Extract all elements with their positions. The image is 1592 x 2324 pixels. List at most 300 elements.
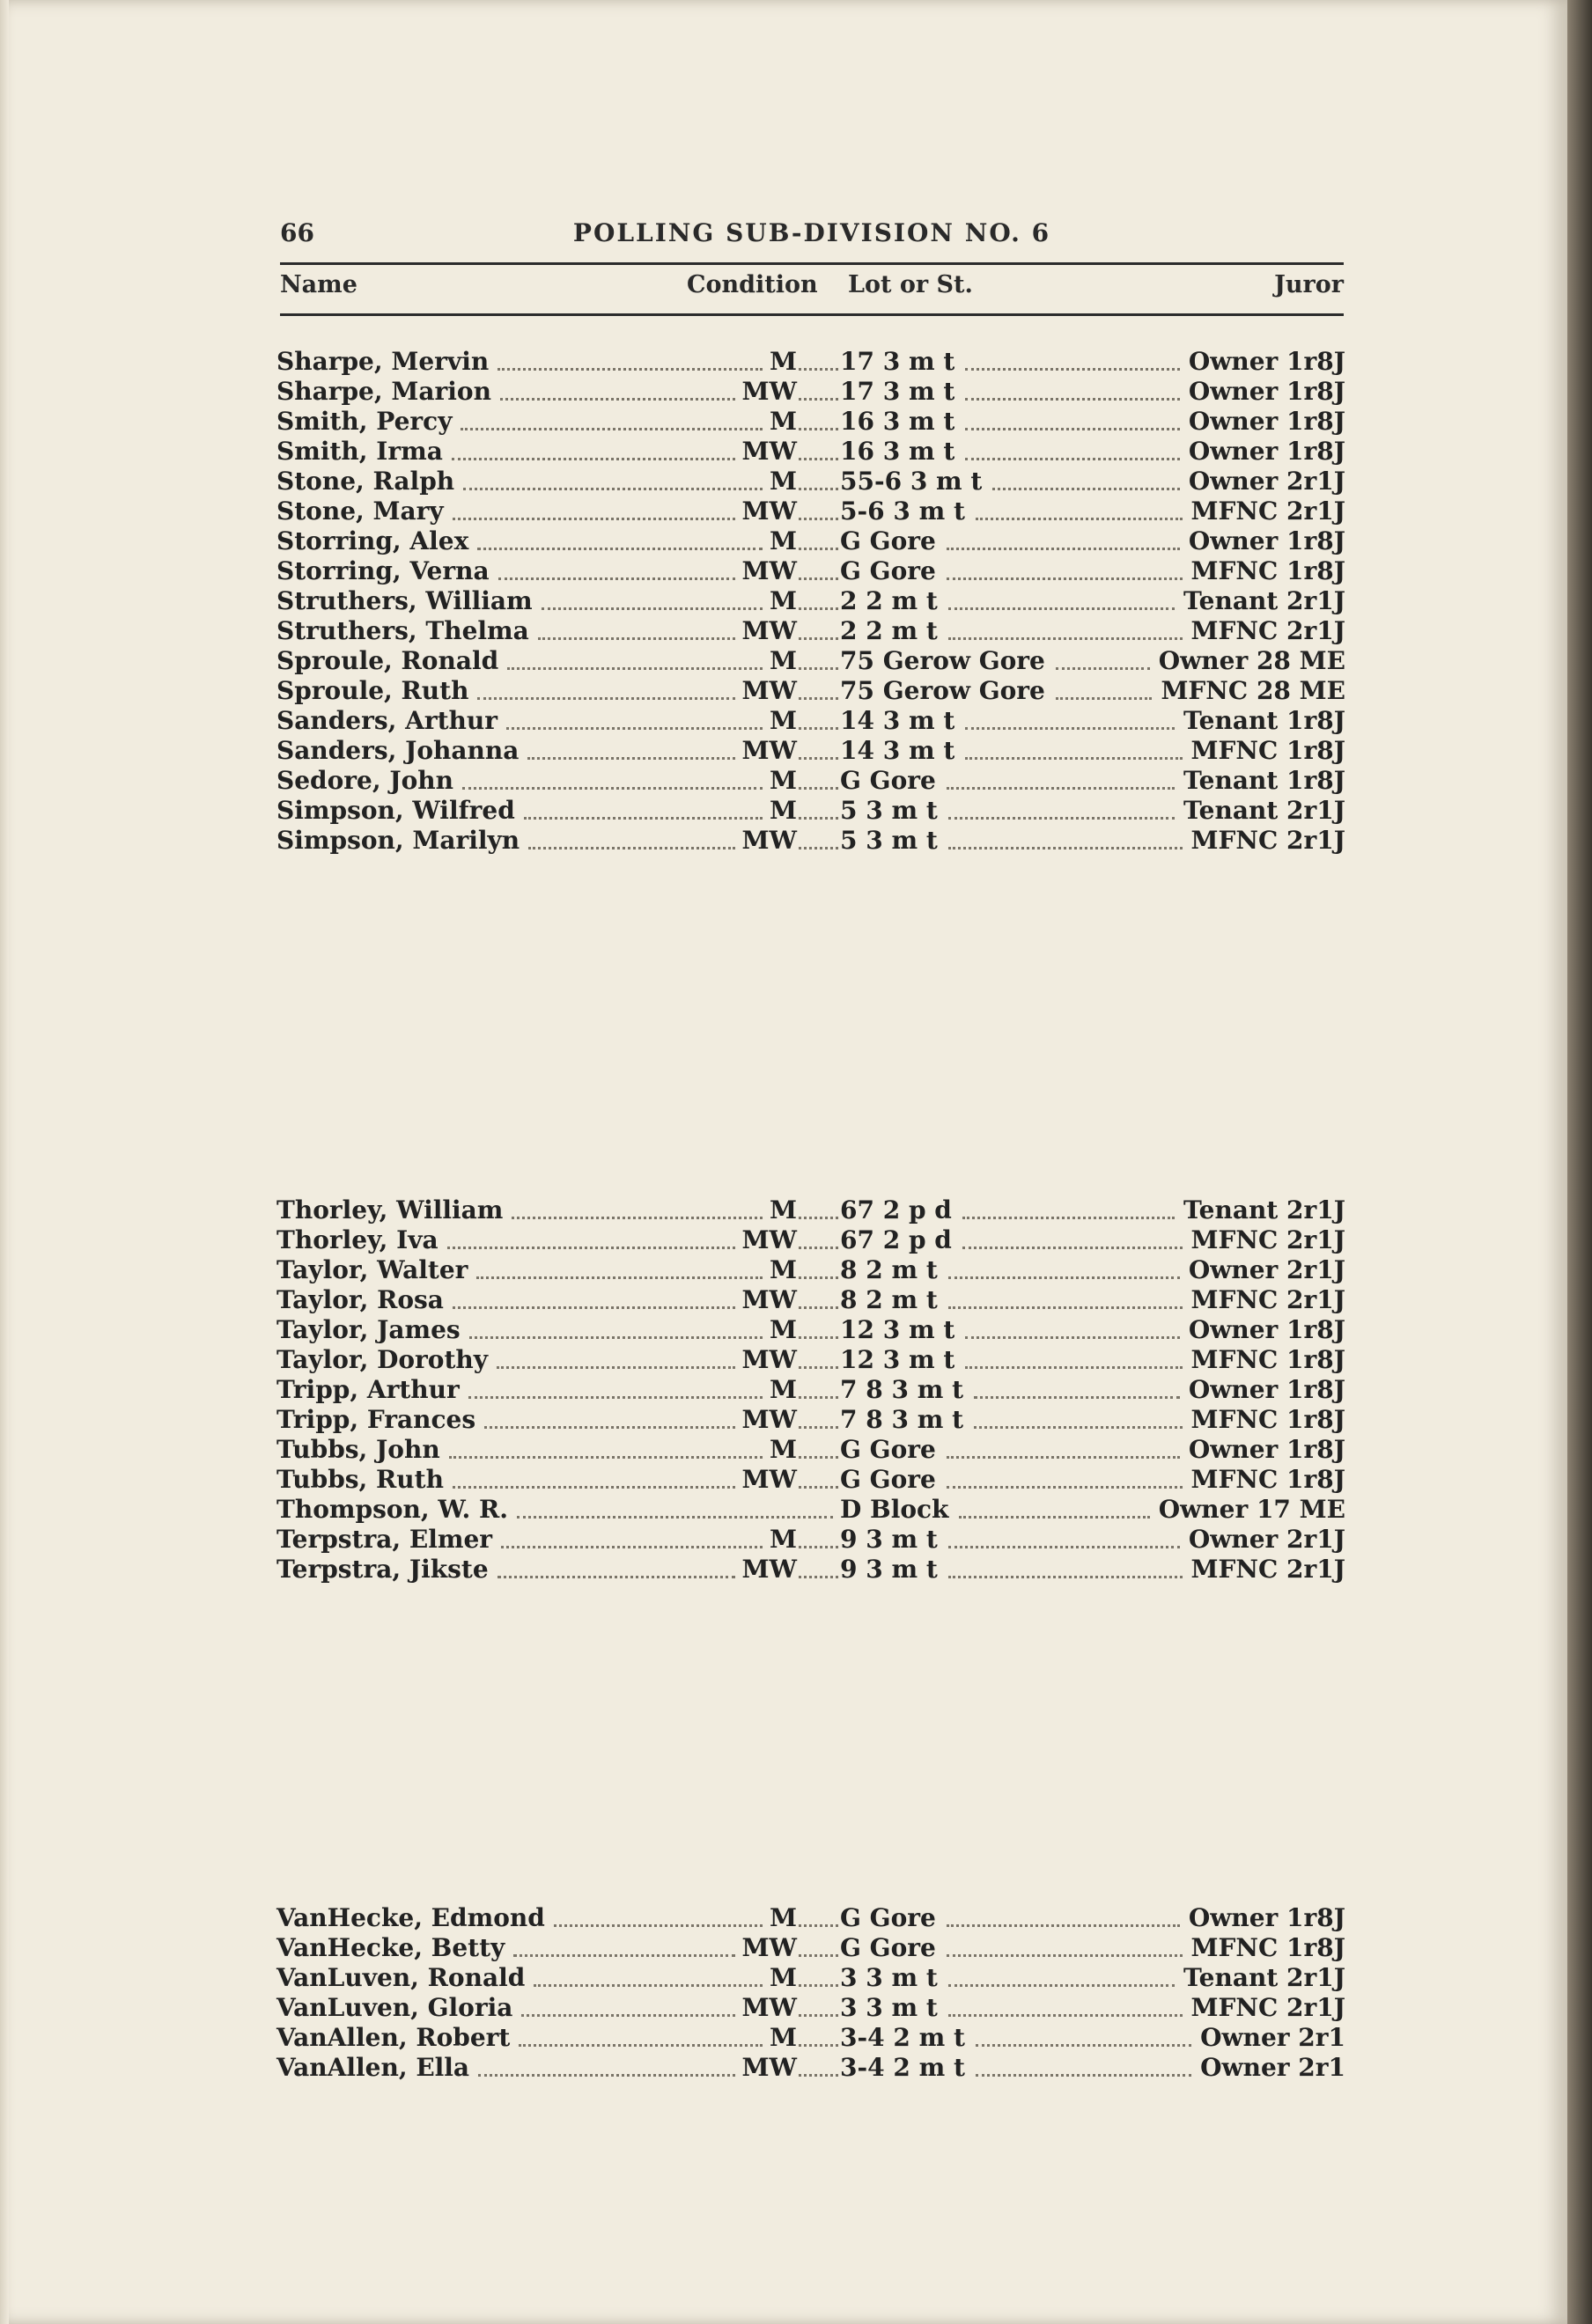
voter-condition: M: [770, 706, 797, 735]
voter-lot: 67 2 p d: [840, 1195, 952, 1225]
voter-row: [276, 1375, 1345, 1405]
dot-leader: [468, 1396, 763, 1399]
dot-leader: [965, 458, 1180, 460]
dot-leader: [498, 1576, 735, 1578]
voter-condition: M: [770, 526, 797, 555]
dot-leader: [542, 607, 763, 610]
voter-lot: 9 3 m t: [840, 1555, 938, 1584]
voter-condition: MW: [741, 1285, 797, 1314]
voter-condition: M: [770, 1375, 797, 1404]
dot-leader: [799, 817, 838, 820]
voter-lot: 12 3 m t: [840, 1315, 955, 1344]
page-header: [280, 218, 1344, 254]
dot-leader: [976, 518, 1183, 520]
voter-juror: Owner 2r1: [1200, 2023, 1345, 2052]
voter-condition: MW: [741, 1993, 797, 2022]
dot-leader: [948, 817, 1175, 820]
voter-juror: MFNC 1r8J: [1190, 1345, 1345, 1374]
voter-row: [276, 556, 1345, 586]
dot-leader: [947, 548, 1180, 550]
dot-leader: [799, 577, 838, 580]
dot-leader: [1056, 667, 1150, 670]
dot-leader: [799, 1984, 838, 1987]
voter-name: Thorley, William: [276, 1195, 504, 1225]
voter-juror: Owner 1r8J: [1188, 1903, 1345, 1932]
voter-condition: M: [770, 1525, 797, 1554]
voter-name: VanLuven, Gloria: [276, 1993, 513, 2022]
voter-row: [276, 1255, 1345, 1285]
voter-lot: 75 Gerow Gore: [840, 646, 1045, 675]
book-spine: [1567, 0, 1592, 2324]
entry-section-t: [276, 1195, 1345, 1585]
voter-name: Thompson, W. R.: [276, 1495, 508, 1524]
column-header-condition: Condition: [687, 271, 818, 298]
voter-lot: 5-6 3 m t: [840, 496, 965, 526]
voter-row: [276, 676, 1345, 706]
voter-lot: 17 3 m t: [840, 347, 955, 376]
dot-leader: [948, 847, 1183, 849]
voter-row: [276, 1435, 1345, 1465]
voter-juror: MFNC 1r8J: [1190, 1465, 1345, 1494]
dot-leader: [799, 637, 838, 640]
dot-leader: [965, 398, 1180, 401]
voter-name: Struthers, William: [276, 586, 533, 615]
dot-leader: [799, 488, 838, 490]
dot-leader: [799, 1396, 838, 1399]
voter-name: Smith, Irma: [276, 437, 443, 466]
voter-name: Thorley, Iva: [276, 1225, 439, 1254]
dot-leader: [799, 1486, 838, 1489]
voter-name: Tripp, Arthur: [276, 1375, 460, 1404]
dot-leader: [453, 1306, 735, 1309]
voter-row: [276, 1555, 1345, 1585]
dot-leader: [799, 1336, 838, 1339]
dot-leader: [799, 518, 838, 520]
voter-name: VanAllen, Ella: [276, 2053, 470, 2082]
voter-lot: 12 3 m t: [840, 1345, 955, 1374]
voter-name: VanAllen, Robert: [276, 2023, 511, 2052]
voter-condition: M: [770, 796, 797, 825]
dot-leader: [799, 1276, 838, 1279]
voter-juror: MFNC 28 ME: [1161, 676, 1345, 705]
voter-lot: G Gore: [840, 766, 936, 795]
dot-leader: [965, 757, 1182, 760]
voter-row: [276, 796, 1345, 826]
dot-leader: [498, 368, 763, 371]
voter-juror: Tenant 2r1J: [1183, 586, 1345, 615]
voter-condition: MW: [741, 676, 797, 705]
voter-row: [276, 826, 1345, 856]
dot-leader: [500, 398, 735, 401]
voter-name: Sharpe, Mervin: [276, 347, 490, 376]
voter-lot: 3 3 m t: [840, 1993, 938, 2022]
voter-lot: D Block: [840, 1495, 949, 1524]
voter-lot: 5 3 m t: [840, 826, 938, 855]
voter-row: [276, 377, 1345, 407]
voter-lot: 7 8 3 m t: [840, 1405, 963, 1434]
voter-juror: Owner 2r1J: [1188, 1255, 1345, 1284]
voter-lot: 2 2 m t: [840, 616, 938, 645]
voter-name: Terpstra, Elmer: [276, 1525, 493, 1554]
dot-leader: [799, 458, 838, 460]
voter-lot: 14 3 m t: [840, 706, 955, 735]
voter-name: Stone, Ralph: [276, 467, 455, 496]
dot-leader: [948, 1276, 1180, 1279]
dot-leader: [452, 458, 735, 460]
dot-leader: [799, 428, 838, 430]
voter-row: [276, 616, 1345, 646]
voter-condition: M: [770, 1903, 797, 1932]
voter-condition: M: [770, 347, 797, 376]
voter-condition: MW: [741, 1465, 797, 1494]
dot-leader: [538, 637, 735, 640]
dot-leader: [453, 1486, 735, 1489]
voter-row: [276, 1405, 1345, 1435]
voter-juror: MFNC 2r1J: [1190, 1225, 1345, 1254]
dot-leader: [453, 518, 735, 520]
voter-name: Tubbs, John: [276, 1435, 440, 1464]
dot-leader: [976, 2074, 1191, 2077]
voter-row: [276, 766, 1345, 796]
dot-leader: [965, 1366, 1182, 1369]
dot-leader: [948, 1984, 1175, 1987]
voter-condition: MW: [741, 1405, 797, 1434]
voter-row: [276, 1903, 1345, 1933]
voter-juror: MFNC 1r8J: [1190, 1933, 1345, 1962]
voter-condition: M: [770, 407, 797, 436]
voter-name: Sanders, Arthur: [276, 706, 498, 735]
voter-row: [276, 526, 1345, 556]
dot-leader: [524, 817, 763, 820]
dot-leader: [477, 548, 763, 550]
voter-lot: G Gore: [840, 526, 936, 555]
dot-leader: [498, 577, 735, 580]
dot-leader: [528, 847, 734, 849]
dot-leader: [463, 488, 763, 490]
dot-leader: [948, 1546, 1180, 1548]
page-title: POLLING SUB-DIVISION NO. 6: [572, 218, 1051, 247]
voter-name: Struthers, Thelma: [276, 616, 529, 645]
voter-condition: M: [770, 2023, 797, 2052]
voter-name: VanHecke, Edmond: [276, 1903, 545, 1932]
header-rule-top: [280, 262, 1344, 265]
voter-juror: Tenant 2r1J: [1183, 796, 1345, 825]
voter-lot: G Gore: [840, 1903, 936, 1932]
dot-leader: [959, 1516, 1149, 1519]
dot-leader: [447, 1247, 735, 1249]
dot-leader: [799, 1456, 838, 1459]
dot-leader: [799, 1366, 838, 1369]
dot-leader: [484, 1426, 734, 1429]
voter-row: [276, 1993, 1345, 2023]
dot-leader: [974, 1426, 1183, 1429]
dot-leader: [799, 1924, 838, 1927]
voter-row: [276, 1525, 1345, 1555]
voter-name: Sedore, John: [276, 766, 453, 795]
column-header-lot: Lot or St.: [848, 271, 973, 298]
dot-leader: [962, 1217, 1175, 1219]
dot-leader: [799, 1217, 838, 1219]
dot-leader: [799, 1546, 838, 1548]
voter-condition: M: [770, 1195, 797, 1225]
dot-leader: [965, 368, 1180, 371]
dot-leader: [517, 1516, 833, 1519]
voter-lot: 75 Gerow Gore: [840, 676, 1045, 705]
voter-lot: 8 2 m t: [840, 1255, 938, 1284]
voter-condition: M: [770, 1255, 797, 1284]
voter-condition: MW: [741, 556, 797, 585]
voter-juror: Owner 1r8J: [1188, 1375, 1345, 1404]
voter-row: [276, 1285, 1345, 1315]
dot-leader: [799, 607, 838, 610]
voter-row: [276, 496, 1345, 526]
dot-leader: [527, 757, 734, 760]
voter-name: Sproule, Ruth: [276, 676, 469, 705]
voter-row: [276, 2023, 1345, 2053]
voter-name: Sharpe, Marion: [276, 377, 491, 406]
voter-name: Simpson, Wilfred: [276, 796, 515, 825]
voter-row: [276, 467, 1345, 496]
voter-name: Stone, Mary: [276, 496, 444, 526]
voter-row: [276, 1315, 1345, 1345]
voter-lot: 16 3 m t: [840, 437, 955, 466]
voter-row: [276, 1225, 1345, 1255]
dot-leader: [799, 1954, 838, 1957]
voter-lot: G Gore: [840, 1465, 936, 1494]
voter-lot: 3-4 2 m t: [840, 2023, 965, 2052]
dot-leader: [799, 667, 838, 670]
dot-leader: [947, 1456, 1180, 1459]
dot-leader: [947, 1954, 1183, 1957]
dot-leader: [799, 757, 838, 760]
dot-leader: [947, 787, 1175, 790]
voter-juror: MFNC 2r1J: [1190, 496, 1345, 526]
voter-juror: MFNC 1r8J: [1190, 736, 1345, 765]
voter-name: Storring, Alex: [276, 526, 469, 555]
dot-leader: [799, 2074, 838, 2077]
voter-condition: M: [770, 1963, 797, 1992]
dot-leader: [947, 1486, 1183, 1489]
dot-leader: [799, 548, 838, 550]
voter-name: Taylor, Rosa: [276, 1285, 444, 1314]
dot-leader: [512, 1217, 763, 1219]
dot-leader: [507, 667, 763, 670]
voter-condition: MW: [741, 1933, 797, 1962]
voter-row: [276, 347, 1345, 377]
voter-lot: 9 3 m t: [840, 1525, 938, 1554]
dot-leader: [461, 428, 763, 430]
dot-leader: [948, 637, 1183, 640]
voter-juror: MFNC 2r1J: [1190, 1555, 1345, 1584]
dot-leader: [519, 2044, 763, 2047]
dot-leader: [521, 2014, 734, 2017]
voter-lot: 3 3 m t: [840, 1963, 938, 1992]
dot-leader: [948, 1306, 1183, 1309]
voter-row: [276, 1933, 1345, 1963]
voter-row: [276, 1195, 1345, 1225]
voter-juror: Owner 2r1J: [1188, 1525, 1345, 1554]
voter-juror: Tenant 2r1J: [1183, 1195, 1345, 1225]
dot-leader: [947, 577, 1183, 580]
voter-condition: MW: [741, 616, 797, 645]
voter-name: Taylor, James: [276, 1315, 461, 1344]
dot-leader: [506, 727, 763, 730]
voter-juror: Owner 1r8J: [1188, 407, 1345, 436]
voter-lot: 17 3 m t: [840, 377, 955, 406]
dot-leader: [534, 1984, 763, 1987]
dot-leader: [799, 2014, 838, 2017]
voter-row: [276, 2053, 1345, 2083]
dot-leader: [948, 1576, 1183, 1578]
dot-leader: [799, 398, 838, 401]
voter-juror: Owner 17 ME: [1158, 1495, 1345, 1524]
voter-row: [276, 407, 1345, 437]
voter-lot: G Gore: [840, 1933, 936, 1962]
dot-leader: [799, 2044, 838, 2047]
voter-name: Terpstra, Jikste: [276, 1555, 489, 1584]
voter-condition: MW: [741, 1345, 797, 1374]
voter-lot: 5 3 m t: [840, 796, 938, 825]
entry-section-v: [276, 1903, 1345, 2083]
voter-condition: M: [770, 467, 797, 496]
dot-leader: [799, 727, 838, 730]
dot-leader: [947, 1924, 1180, 1927]
voter-juror: MFNC 2r1J: [1190, 826, 1345, 855]
dot-leader: [962, 1247, 1183, 1249]
voter-name: Tripp, Frances: [276, 1405, 476, 1434]
dot-leader: [799, 787, 838, 790]
dot-leader: [1056, 697, 1153, 700]
dot-leader: [554, 1924, 763, 1927]
voter-condition: MW: [741, 826, 797, 855]
voter-name: VanHecke, Betty: [276, 1933, 505, 1962]
dot-leader: [469, 1336, 763, 1339]
voter-juror: Tenant 1r8J: [1183, 706, 1345, 735]
voter-juror: Owner 1r8J: [1188, 437, 1345, 466]
voter-row: [276, 1345, 1345, 1375]
voter-row: [276, 586, 1345, 616]
voter-row: [276, 706, 1345, 736]
dot-leader: [965, 428, 1180, 430]
voter-condition: M: [770, 1435, 797, 1464]
voter-juror: Tenant 1r8J: [1183, 766, 1345, 795]
dot-leader: [513, 1954, 734, 1957]
dot-leader: [497, 1366, 735, 1369]
voter-condition: MW: [741, 736, 797, 765]
voter-condition: MW: [741, 1555, 797, 1584]
dot-leader: [799, 1576, 838, 1578]
page-number: 66: [280, 218, 314, 247]
dot-leader: [974, 1396, 1180, 1399]
dot-leader: [478, 2074, 734, 2077]
dot-leader: [965, 727, 1175, 730]
dot-leader: [976, 2044, 1191, 2047]
voter-name: Storring, Verna: [276, 556, 490, 585]
voter-name: Smith, Percy: [276, 407, 453, 436]
voter-juror: Owner 28 ME: [1158, 646, 1345, 675]
voter-condition: M: [770, 766, 797, 795]
voter-juror: MFNC 2r1J: [1190, 1285, 1345, 1314]
voter-condition: MW: [741, 496, 797, 526]
dot-leader: [449, 1456, 763, 1459]
voter-juror: Owner 1r8J: [1188, 526, 1345, 555]
voter-row: [276, 736, 1345, 766]
voter-juror: Owner 2r1: [1200, 2053, 1345, 2082]
voter-row: [276, 1465, 1345, 1495]
dot-leader: [992, 488, 1180, 490]
dot-leader: [948, 2014, 1183, 2017]
header-rule-bottom: [280, 313, 1344, 316]
voter-juror: MFNC 1r8J: [1190, 1405, 1345, 1434]
voter-condition: MW: [741, 437, 797, 466]
voter-row: [276, 1963, 1345, 1993]
dot-leader: [965, 1336, 1180, 1339]
voter-juror: Owner 1r8J: [1188, 377, 1345, 406]
voter-lot: 67 2 p d: [840, 1225, 952, 1254]
voter-juror: MFNC 2r1J: [1190, 616, 1345, 645]
voter-name: Sanders, Johanna: [276, 736, 520, 765]
voter-row: [276, 437, 1345, 467]
voter-condition: MW: [741, 2053, 797, 2082]
voter-name: Taylor, Dorothy: [276, 1345, 489, 1374]
column-header-juror: Juror: [1274, 271, 1344, 298]
voter-name: VanLuven, Ronald: [276, 1963, 526, 1992]
voter-name: Simpson, Marilyn: [276, 826, 520, 855]
dot-leader: [799, 1426, 838, 1429]
page-left-edge: [0, 0, 9, 2324]
voter-condition: M: [770, 1315, 797, 1344]
voter-juror: Owner 2r1J: [1188, 467, 1345, 496]
voter-lot: 8 2 m t: [840, 1285, 938, 1314]
voter-lot: 7 8 3 m t: [840, 1375, 963, 1404]
entry-section-s: [276, 347, 1345, 856]
dot-leader: [948, 607, 1175, 610]
dot-leader: [477, 697, 734, 700]
dot-leader: [799, 847, 838, 849]
voter-juror: Tenant 2r1J: [1183, 1963, 1345, 1992]
dot-leader: [799, 1306, 838, 1309]
voter-juror: Owner 1r8J: [1188, 1315, 1345, 1344]
column-header-name: Name: [280, 271, 357, 298]
dot-leader: [799, 368, 838, 371]
voter-lot: G Gore: [840, 1435, 936, 1464]
voter-row: [276, 646, 1345, 676]
voter-lot: 14 3 m t: [840, 736, 955, 765]
voter-juror: MFNC 1r8J: [1190, 556, 1345, 585]
voter-condition: MW: [741, 377, 797, 406]
voter-juror: Owner 1r8J: [1188, 1435, 1345, 1464]
voter-juror: Owner 1r8J: [1188, 347, 1345, 376]
dot-leader: [476, 1276, 763, 1279]
voter-juror: MFNC 2r1J: [1190, 1993, 1345, 2022]
dot-leader: [501, 1546, 763, 1548]
voter-name: Taylor, Walter: [276, 1255, 468, 1284]
voter-lot: 55-6 3 m t: [840, 467, 983, 496]
voter-lot: 3-4 2 m t: [840, 2053, 965, 2082]
voter-condition: M: [770, 586, 797, 615]
voter-condition: M: [770, 646, 797, 675]
dot-leader: [799, 1247, 838, 1249]
voter-condition: MW: [741, 1225, 797, 1254]
voter-lot: G Gore: [840, 556, 936, 585]
voter-lot: 16 3 m t: [840, 407, 955, 436]
voter-name: Sproule, Ronald: [276, 646, 499, 675]
dot-leader: [462, 787, 763, 790]
dot-leader: [799, 697, 838, 700]
voter-lot: 2 2 m t: [840, 586, 938, 615]
voter-name: Tubbs, Ruth: [276, 1465, 444, 1494]
voter-row: [276, 1495, 1345, 1525]
